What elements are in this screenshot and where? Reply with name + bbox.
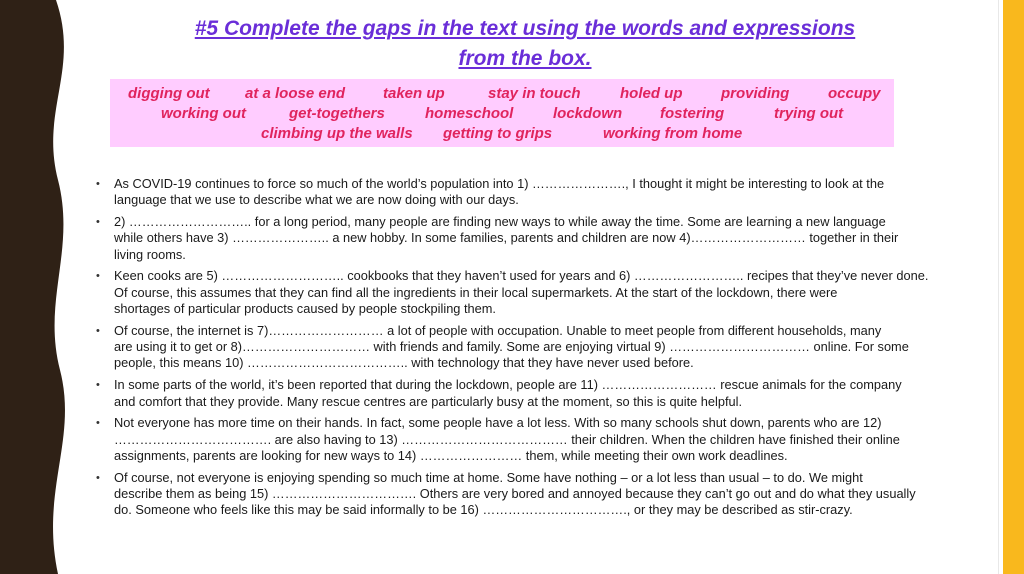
list-item [96,176,946,209]
list-item [96,323,946,372]
word-item: climbing up the walls [261,125,413,142]
paragraph-line: living rooms. [114,246,186,262]
list-item [96,268,946,317]
bullet-icon: • [96,379,100,392]
word-item: occupy [828,85,881,102]
word-item: at a loose end [245,85,346,102]
word-item: lockdown [553,105,623,122]
bullet-icon: • [96,216,100,229]
paragraph-line: describe them as being 15) ……………………………. Others are very bored and annoyed because they can’t go out and do what they usually [114,486,916,502]
paragraph-line: people, this means 10) ……………………………….. with technology that they have never used before. [114,355,694,371]
paragraph-line: Not everyone has more time on their hands. In fact, some people have a lot less. With so many schools shut down, parents who are 12) [114,415,882,431]
word-item: providing [721,85,790,102]
paragraph-line: ………………………………. are also having to 13) ………………………………… their children. When the children have finished their online [114,431,900,447]
paragraph-line: and comfort that they provide. Many rescue centres are particularly busy at the moment, so this is quite helpful. [114,393,743,409]
bullet-icon: • [96,270,100,283]
title-line-2: from the box. [458,47,592,70]
paragraph-line: 2) ……………………….. for a long period, many people are finding new ways to while away the time. Some are learning a new language [114,214,886,230]
paragraph-line: Of course, this assumes that they can find all the ingredients in their local supermarkets. At the start of the lockdown, there were [114,284,838,300]
paragraph-line: Of course, the internet is 7)……………………… a lot of people with occupation. Unable to meet people from different households, many [114,322,882,338]
paragraph-line: language that we use to describe what we are now doing with our days. [114,192,519,208]
paragraph-line: shortages of particular products caused by people stockpiling them. [114,301,496,317]
exercise-title [110,14,940,74]
word-item: getting to grips [443,125,553,142]
list-item [96,214,946,263]
bullet-icon: • [96,324,100,337]
list-item [96,377,946,410]
list-item [96,415,946,464]
bullet-icon: • [96,178,100,190]
word-box [110,79,894,147]
word-item: stay in touch [488,85,581,102]
word-item: digging out [128,85,210,102]
word-item: fostering [660,105,725,122]
right-accent-stripe [1003,0,1024,574]
paragraph-line: As COVID-19 continues to force so much of the world’s population into 1) …………………., I thought it might be interesting to look at the [114,176,885,191]
word-item: get-togethers [289,105,385,122]
left-wave-decoration [0,0,72,574]
paragraph-line: Of course, not everyone is enjoying spending so much time at home. Some have nothing – or a lot less than usual – to do. We might [114,469,863,485]
paragraph-line: are using it to get or 8)………………………… with friends and family. Some are enjoying virtual 9) …………………………… online. For some [114,339,909,355]
title-line-1: #5 Complete the gaps in the text using the words and expressions [194,17,856,40]
word-item: taken up [383,85,445,102]
right-divider-line [998,0,999,574]
gap-fill-paragraphs [96,176,946,524]
word-item: working from home [603,125,743,142]
word-item: holed up [620,85,683,102]
word-item: trying out [774,105,844,122]
word-item: working out [161,105,246,122]
paragraph-line: In some parts of the world, it’s been reported that during the lockdown, people are 11) ……………………… rescue animals for the company [114,377,902,393]
paragraph-line: do. Someone who feels like this may be said informally to be 16) ……………………………., or they may be described as stir-crazy. [114,502,853,518]
bullet-icon: • [96,471,100,484]
paragraph-line: Keen cooks are 5) ……………………….. cookbooks that they haven’t used for years and 6) …………………….. recipes that they’ve never done. [114,268,929,284]
word-item: homeschool [425,105,514,122]
paragraph-line: while others have 3) ………………….. a new hobby. In some families, parents and children are now 4)……………………… together in their [114,230,899,246]
list-item [96,470,946,519]
paragraph-line: assignments, parents are looking for new ways to 14) …………………… them, while meeting their own work deadlines. [114,447,788,463]
bullet-icon: • [96,417,100,430]
